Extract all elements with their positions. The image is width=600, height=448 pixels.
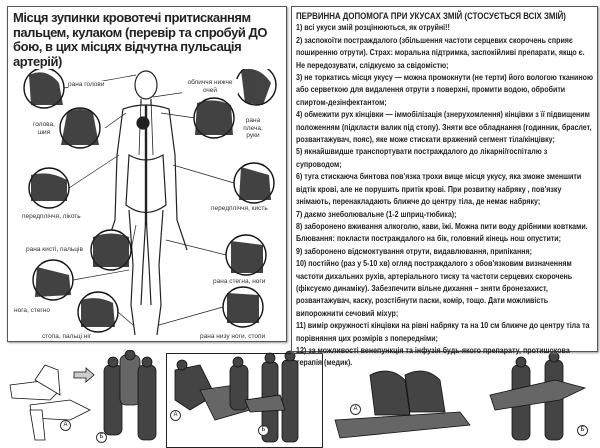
step-item: 8) заборонено вживання алкоголю, кави, їжі. Можна пити воду дрібними ковтками. Блювання: покласти постраждалого на бік, головний кінець нош опустити; — [296, 221, 588, 244]
label-thigh-leg: рана стегна, ноги — [213, 278, 266, 285]
label-head-neck: голова, шия — [30, 121, 58, 136]
step-item: 9) заборонено відсмоктування отрути, видавлювання, припікання; — [296, 246, 533, 256]
label-foot-toes: стопа, пальці ніг — [42, 333, 92, 340]
marker-a: А — [350, 404, 361, 415]
marker-a: А — [170, 410, 181, 421]
pressure-points-title: Місця зупинки кровотечі притисканням пальцем, кулаком (перевір та спробуй ДО бою, в цих місцях відчутна пульсація артерій) — [13, 11, 285, 69]
step-item: 10) постійно (раз у 5-10 хв) огляд постраждалого з обов'язковим визначенням частоти дихальних рухів, артеріального тиску та частоти серцевих скорочень (фіксуємо динаміку). Забезпечити вільне дихання – зняти бронезахист, розвантажувач, каску, розстібнути паски, комір, тощо. Дати можливість випорожнити сечовий міхур; — [296, 259, 573, 318]
step-item: 3) не торкатись місця укусу — можна промокнути (не терти) його вологою тканиною або серветкою для видалення отрути з поверхні, промити водою, обробити спиртом-дезінфектантом; — [296, 73, 594, 107]
step-item: 12) за можливості венепункція та інфузія будь-якого препарату, протишокова терапія (медик). — [296, 345, 570, 368]
label-face: обличчя нижче очей — [182, 79, 238, 94]
step-item: 5) якнайшвидше транспортувати постраждалого до лікарні/госпіталю з супроводом; — [296, 147, 548, 169]
body-figure — [105, 71, 187, 335]
label-forearm-hand: передпліччя, кисть — [211, 205, 268, 212]
label-lower-leg-foot: рана низу ноги, стопи — [200, 333, 266, 340]
pressure-points-panel — [7, 6, 287, 342]
step-item: 7) даємо знеболювальне (1-2 шприц-тюбика); — [296, 209, 457, 219]
step-item: 4) обмежити рух кінцівки — іммобілізація (знерухомлення) кінцівки з її підвищеним положенням (підкласти валик під стопу). Зняти все обладнання (годинник, браслет, розвантажувач, пояс), яке може стискати вражений сегмент тіла/кінцівку; — [296, 110, 592, 145]
marker-b: Б — [96, 432, 107, 443]
label-leg-thigh: нога, стегно — [14, 307, 51, 314]
marker-a: А — [60, 420, 71, 431]
marker-b: Б — [577, 425, 588, 436]
label-shoulder-arm: рана плеча, руки — [236, 117, 270, 140]
step-item: 6) туга стискаюча бинтова пов'язка трохи вище місця укусу, яка зможе зменшити відтік крові, але не порушить притік крові. При розвитку набряку , пов'язку знімають, перенакладають ближче до центру тіла, де немає набряку; — [296, 172, 582, 207]
label-hand-fingers: рана кисті, пальців — [26, 246, 83, 253]
label-forearm-elbow: передпліччя, лікоть — [22, 213, 81, 220]
snakebite-title: ПЕРВИННА ДОПОМОГА ПРИ УКУСАХ ЗМІЙ (СТОСУЄТЬСЯ ВСІХ ЗМІЙ) — [296, 11, 566, 21]
step-item: 2) заспокоїти постраждалого (збільшення частоти серцевих скорочень сприяє поширенню отрути). Страх: моральна підтримка, заспокійливі препарати, якщо є. Не передозувати, слідкуємо за свідомістю; — [296, 35, 585, 70]
step-item: 1) всі укуси змій розцінюються, як отруйні!! — [296, 23, 450, 33]
label-head-wound: рана голови — [68, 81, 105, 88]
step-item: 11) вимір окружності кінцівки на рівні набряку та на 10 см ближче до центру тіла та порівняння цих розмірів з попередніми; — [296, 321, 590, 343]
marker-b: Б — [258, 425, 269, 436]
two-person-carry-illustration — [104, 350, 156, 440]
snakebite-first-aid-panel — [291, 6, 598, 368]
arrow-icon — [74, 368, 94, 382]
